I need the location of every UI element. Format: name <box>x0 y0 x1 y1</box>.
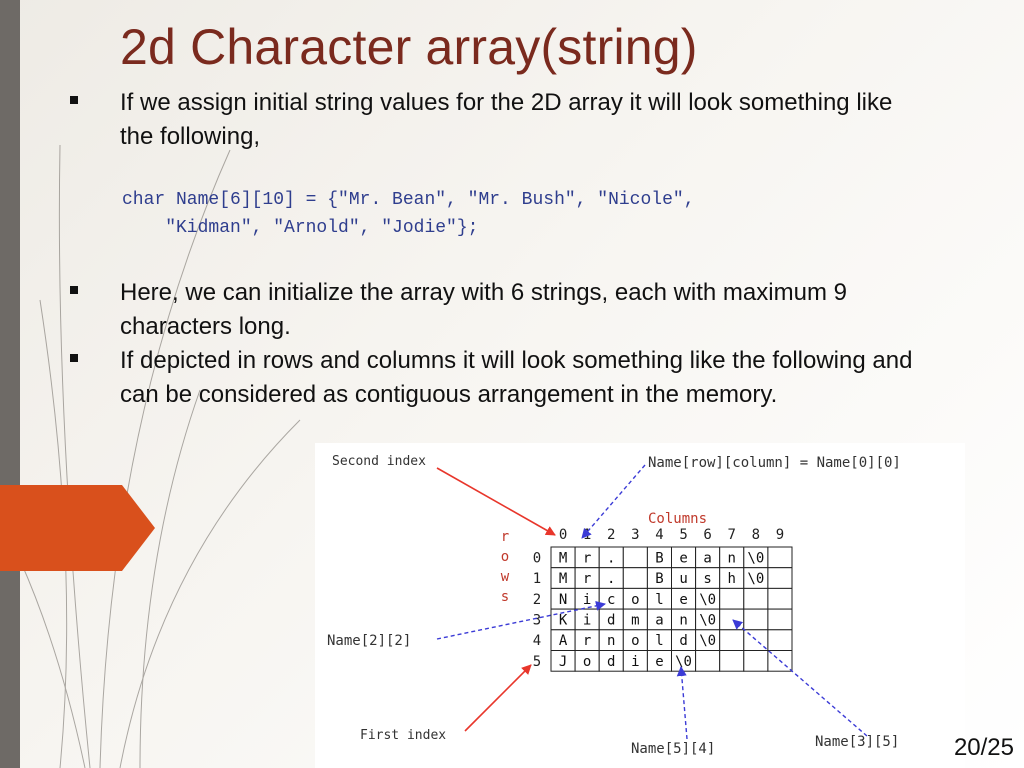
name-row-column-label: Name[row][column] = Name[0][0] <box>648 455 901 471</box>
grid-cell-char: e <box>655 653 664 670</box>
bullet-item-2 <box>120 276 920 344</box>
grid-cell <box>720 630 744 651</box>
column-index: 2 <box>607 527 616 543</box>
code-line-1: char Name[6][10] = {"Mr. Bean", "Mr. Bush", "Nicole", <box>122 190 695 210</box>
arrow-name-5-4 <box>681 667 687 739</box>
second-index-label: Second index <box>332 454 426 469</box>
grid-cell-char: l <box>655 591 664 608</box>
column-index: 1 <box>582 527 592 543</box>
row-index: 5 <box>532 653 542 670</box>
bullet-text-2: Here, we can initialize the array with 6 strings, each with maximum 9 characters long. <box>120 279 847 340</box>
columns-label: Columns <box>648 511 708 527</box>
grid-cell-char: \0 <box>699 591 717 608</box>
grid-cell-char: o <box>631 633 640 650</box>
grid-cell-char: J <box>558 653 568 670</box>
bullet-marker-icon <box>70 286 78 294</box>
grid-cell <box>768 588 792 609</box>
grid-cell-char: M <box>558 571 568 588</box>
grid-cell-char: e <box>679 591 688 608</box>
row-index: 1 <box>532 571 542 588</box>
grid-cell-char: d <box>607 653 616 670</box>
grid-cell-char: N <box>558 591 568 608</box>
arrow-name-3-5 <box>733 620 867 736</box>
grid-cell <box>623 568 647 589</box>
bullet-item-1 <box>120 86 920 154</box>
array-diagram-svg <box>315 443 965 768</box>
column-index: 9 <box>775 527 785 543</box>
grid-cell-char: m <box>631 612 640 629</box>
rows-letter-s: s <box>500 589 510 605</box>
grid-cell-char: . <box>607 571 616 588</box>
rows-letter-o: o <box>500 549 510 565</box>
grid-cell-char: . <box>607 550 616 567</box>
grid-cell-char: \0 <box>699 633 717 650</box>
grid-cell-char: h <box>727 571 736 588</box>
column-indices <box>559 527 784 543</box>
array-diagram <box>315 443 965 768</box>
code-line-2: "Kidman", "Arnold", "Jodie"}; <box>122 218 479 238</box>
row-index: 2 <box>532 591 542 608</box>
grid-cell-char: r <box>582 633 592 650</box>
grid-cell-char: s <box>703 571 712 588</box>
grid-cell-char: \0 <box>747 550 765 567</box>
grid-cell-char: n <box>679 612 688 629</box>
grid-cell-char: B <box>655 550 664 567</box>
grid-cell <box>696 651 720 672</box>
arrow-first-index <box>465 665 531 731</box>
grid-cell-char: d <box>679 633 688 650</box>
column-index: 5 <box>679 527 688 543</box>
grid-cell <box>768 609 792 630</box>
grid-cell <box>623 547 647 568</box>
bullet-text-3: If depicted in rows and columns it will look something like the following and can be considered as contiguous arrangement in the memory. <box>120 347 913 408</box>
grid-cell <box>744 651 768 672</box>
grid-cell-char: a <box>655 612 664 629</box>
grid-cell-char: K <box>558 612 568 629</box>
column-index: 3 <box>631 527 640 543</box>
grid-cell-char: o <box>631 591 640 608</box>
grid-cell-char: n <box>727 550 736 567</box>
grid-cell <box>744 588 768 609</box>
grid-cell-char: l <box>655 633 664 650</box>
grid-cell-char: r <box>582 571 592 588</box>
row-indices <box>533 550 541 670</box>
accent-arrow-shape <box>0 485 155 571</box>
grid-cell-char: \0 <box>699 612 717 629</box>
grid-cell-char: i <box>631 653 640 670</box>
column-index: 7 <box>727 527 736 543</box>
arrow-second-index <box>437 468 555 535</box>
grid-cell-char: B <box>655 571 664 588</box>
column-index: 8 <box>751 527 761 543</box>
character-grid <box>551 547 792 671</box>
grid-cell-char: e <box>679 550 688 567</box>
grid-cell-char: o <box>582 653 592 670</box>
bullet-marker-icon <box>70 96 78 104</box>
grid-cell <box>720 651 744 672</box>
grid-cell <box>768 547 792 568</box>
rows-letter-w: w <box>500 569 510 585</box>
bullet-text-1: If we assign initial string values for the 2D array it will look something like the following, <box>120 89 893 150</box>
name-3-5-label: Name[3][5] <box>815 734 900 750</box>
grid-cell <box>768 568 792 589</box>
grid-cell-char: u <box>679 571 688 588</box>
bullet-marker-icon <box>70 354 78 362</box>
grid-cell-char: r <box>582 550 592 567</box>
row-index: 3 <box>532 612 542 629</box>
grid-cell-char: \0 <box>747 571 765 588</box>
page-number: 20/25 <box>953 734 1014 761</box>
grid-cell-char: i <box>582 591 592 608</box>
grid-cell <box>744 609 768 630</box>
name-2-2-label: Name[2][2] <box>327 633 412 649</box>
row-index: 0 <box>532 550 542 567</box>
row-index: 4 <box>532 633 542 650</box>
slide-title: 2d Character array(string) <box>120 19 698 75</box>
first-index-label: First index <box>360 728 447 743</box>
grid-cell-char: d <box>607 612 616 629</box>
grid-cell-char: \0 <box>675 653 692 670</box>
grid-cell <box>720 588 744 609</box>
grid-cell-char: n <box>607 633 616 650</box>
rows-letter-r: r <box>500 529 510 545</box>
column-index: 6 <box>703 527 712 543</box>
name-5-4-label: Name[5][4] <box>631 741 716 757</box>
grid-cell-char: i <box>582 612 592 629</box>
code-snippet <box>122 186 695 242</box>
bullet-item-3 <box>120 344 920 412</box>
column-index: 0 <box>558 527 568 543</box>
grid-cell-char: a <box>703 550 712 567</box>
column-index: 4 <box>655 527 664 543</box>
grid-cell <box>768 630 792 651</box>
grid-cell-char: M <box>558 550 568 567</box>
grid-cell-char: c <box>607 591 616 608</box>
grid-cell-char: A <box>558 633 568 650</box>
grid-cell <box>720 609 744 630</box>
